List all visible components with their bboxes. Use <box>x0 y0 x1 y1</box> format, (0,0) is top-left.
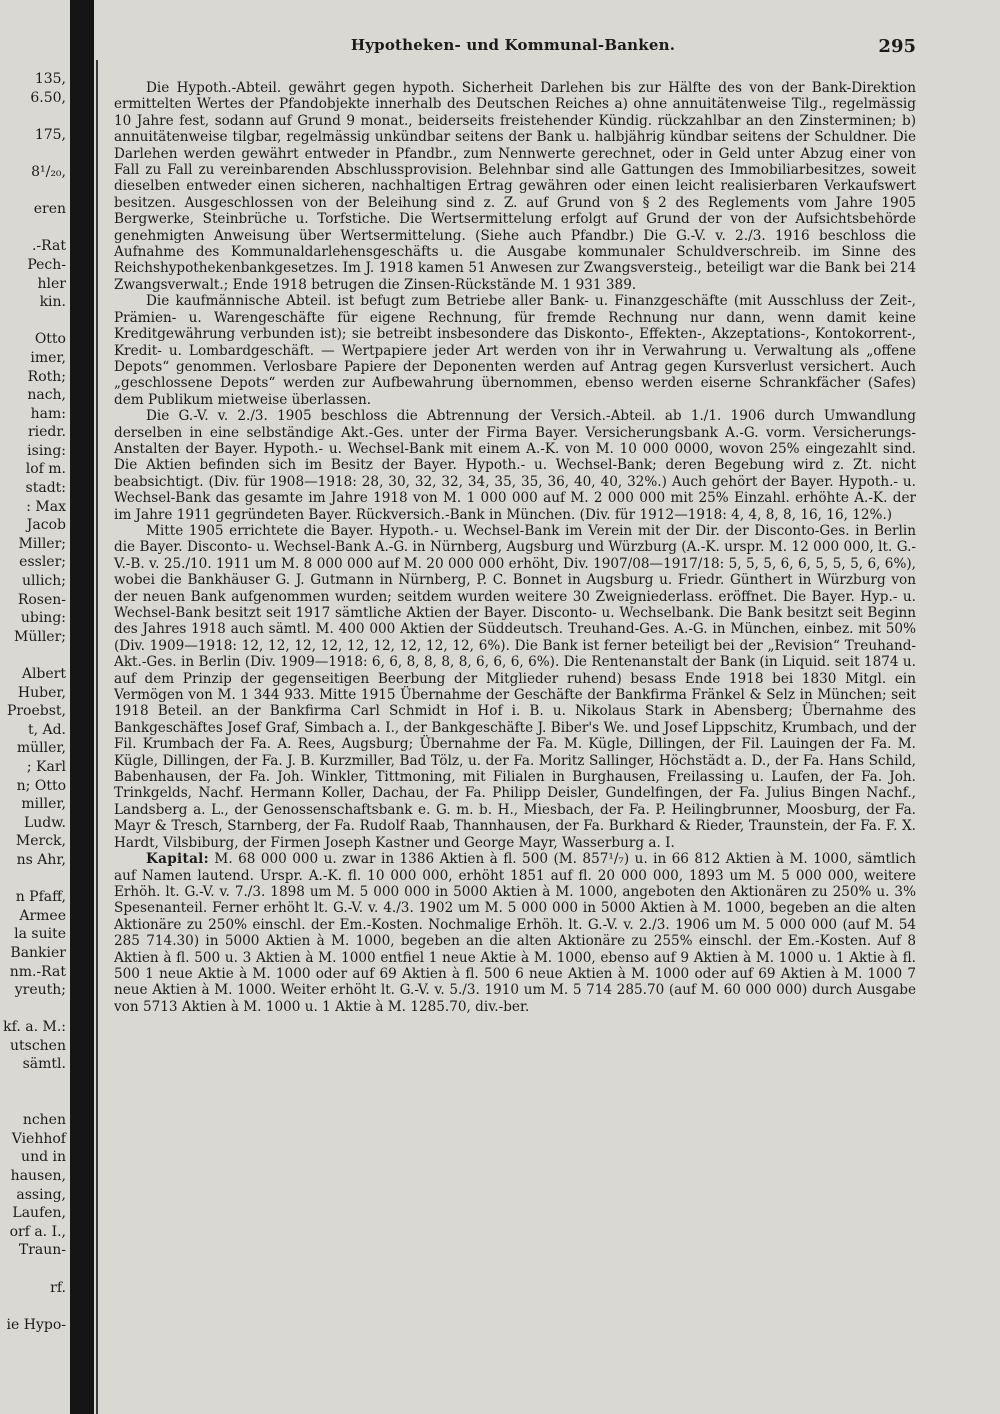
left-column-fragment: kf. a. M.: <box>3 1019 66 1036</box>
left-column-fragment: Viehhof <box>11 1130 66 1147</box>
left-column-fragment: Ludw. <box>23 814 66 831</box>
left-column-fragment: Albert <box>21 666 66 682</box>
left-column-fragment: Armee <box>19 907 66 924</box>
column-rule <box>96 60 98 1414</box>
paragraph-kaufmaennische-abteilung: Die kaufmännische Abteil. ist befugt zum Betriebe aller Bank- u. Finanzgeschäfte (mit Ausschluss der Zeit-, Prämien- u. Warengeschäfte für eigene Rechnung, für fremde Rechnung nur dann, wenn damit keine Kreditgewährung verbunden ist); sie betreibt insbesondere das Diskonto-, Effekten-, Akzeptations-, Kontokorrent-, Kredit- u. Lombardgeschäft. — Wertpapiere jeder Art werden von ihr in Verwahrung u. Verwaltung als „offene Depots“ genommen. Verlosbare Papiere der Deponenten werden auf Antrag gegen Kursverlust versichert. Auch „geschlossene Depots“ werden zur Aufbewahrung übernommen, ebenso werden eiserne Schrankfächer (Safes) dem Publikum mietweise überlassen. <box>114 293 916 408</box>
left-column-fragment <box>0 870 66 889</box>
kapital-text: M. 68 000 000 u. zwar in 1386 Aktien à fl. 500 (M. 857¹/₇) u. in 66 812 Aktien à M. 1000, sämtlich auf Namen lautend. Urspr. A.-K. fl. 10 000 000, erhöht 1851 auf fl. 20 000 000, 1893 um M. 5 000 000, weitere Erhöh. lt. G.-V. v. 7./3. 1898 um M. 5 000 000 in 5000 Aktien à M. 1000, angeboten den Aktionären zu 250% u. 3% Spesenanteil. Ferner erhöht lt. G.-V. v. 4./3. 1902 um M. 5 000 000 in 5000 Aktien à M. 1000, begeben an die alten Aktionäre zu 250% einschl. der Em.-Kosten. Nochmalige Erhöh. lt. G.-V. v. 2./3. 1906 um M. 5 000 000 (auf M. 54 285 714.30) in 5000 Aktien à M. 1000, begeben an die alten Aktionäre zu 255% einschl. der Em.-Kosten. Auf 8 Aktien à fl. 500 u. 3 Aktien à M. 1000 entfiel 1 neue Aktie à M. 1000, ebenso auf 9 Aktien à M. 1000 u. 1 Aktie à fl. 500 1 neue Aktie à M. 1000 oder auf 69 Aktien à fl. 500 6 neue Aktien à M. 1000 oder auf 69 Aktien à M. 1000 7 neue Aktien à M. 1000. Weiter erhöht lt. G.-V. v. 5./3. 1910 um M. 5 714 285.70 (auf M. 60 000 000) durch Ausgabe von 5713 Aktien à M. 1000 u. 1 Aktie à M. 1285.70, div.-ber. <box>114 851 916 1015</box>
left-column-fragment <box>0 1074 66 1093</box>
left-column-fragment: essler; <box>19 554 66 571</box>
left-column-fragment: ; Karl <box>26 758 66 775</box>
left-column-fragment: nm.-Rat <box>9 963 66 980</box>
left-column-fragment: t, Ad. <box>27 721 66 738</box>
left-column-fragment: rf. <box>50 1279 66 1296</box>
left-column-fragment: hausen, <box>10 1168 66 1185</box>
left-column-fragment: Merck, <box>15 833 66 850</box>
left-column-fragment <box>0 219 66 238</box>
left-column-fragment <box>0 1260 66 1279</box>
left-column-fragment: hler <box>37 275 66 292</box>
left-column-fragments <box>0 70 70 1400</box>
left-column-fragment <box>0 182 66 201</box>
left-column-fragment: kin. <box>39 294 66 311</box>
left-column-fragment: Müller; <box>13 628 66 645</box>
left-column-fragment: miller, <box>21 796 66 813</box>
left-column-fragment: utschen <box>10 1037 66 1054</box>
left-column-fragment: Jacob <box>26 517 66 534</box>
left-column-fragment <box>0 312 66 331</box>
left-column-fragment: lof m. <box>25 461 66 478</box>
left-column-fragment: .-Rat <box>31 238 66 255</box>
left-column-fragment: la suite <box>14 926 66 943</box>
left-column-fragment: Rosen- <box>17 591 66 608</box>
left-column-fragment: ham: <box>30 405 66 422</box>
left-column-fragment: nach, <box>27 387 66 404</box>
left-column-fragment: : Max <box>26 498 66 515</box>
left-column-fragment: nchen <box>22 1112 66 1129</box>
left-column-fragment <box>0 107 66 126</box>
main-text-column <box>114 80 916 1400</box>
page-header <box>110 36 916 60</box>
left-column-fragment: imer, <box>30 349 66 366</box>
left-column-fragment: 6.50, <box>30 89 66 106</box>
left-column-fragment: sämtl. <box>22 1056 66 1073</box>
page-number: 295 <box>878 36 916 57</box>
left-column-fragment: Miller; <box>18 535 66 552</box>
left-column-fragment: ns Ahr, <box>16 851 66 868</box>
left-column-fragment: orf a. I., <box>9 1223 66 1240</box>
left-column-fragment: stadt: <box>25 480 66 497</box>
left-column-fragment: und in <box>21 1149 66 1166</box>
left-column-fragment: riedr. <box>27 424 66 441</box>
paragraph-kapital <box>114 851 916 1015</box>
left-column-fragment: Pech- <box>27 256 66 273</box>
left-column-fragment: ising: <box>27 442 66 459</box>
paragraph-versicherungsbank: Die G.-V. v. 2./3. 1905 beschloss die Abtrennung der Versich.-Abteil. ab 1./1. 1906 durch Umwandlung derselben in eine selbständige Akt.-Ges. unter der Firma Bayer. Versicherungsbank A.-G. vorm. Versicherungs-Anstalten der Bayer. Hypoth.- u. Wechsel-Bank mit einem A.-K. von M. 10 000 0000, wovon 25% eingezahlt sind. Die Aktien befinden sich im Besitz der Bayer. Hypoth.- u. Wechsel-Bank; deren Begebung wird z. Zt. nicht beabsichtigt. (Div. für 1908—1918: 28, 30, 32, 32, 34, 35, 35, 36, 40, 40, 32%.) Auch gehört der Bayer. Hypoth.- u. Wechsel-Bank das gesamte im Jahre 1918 von M. 1 000 000 auf M. 2 000 000 mit 25% Einzahl. erhöhte A.-K. der im Jahre 1911 gegründeten Bayer. Rückversich.-Bank in München. (Div. für 1912—1918: 4, 4, 8, 8, 16, 16, 12%.) <box>114 408 916 523</box>
left-column-fragment: Roth; <box>27 368 66 385</box>
left-column-fragment: eren <box>33 201 66 218</box>
paragraph-hypotheken-abteilung: Die Hypoth.-Abteil. gewährt gegen hypoth. Sicherheit Darlehen bis zur Hälfte des von der Bank-Direktion ermittelten Wertes der Pfandobjekte innerhalb des Deutschen Reiches a) ohne annuitätenweise Tilg., regelmässig 10 Jahre fest, sodann auf Grund 9 monat., beiderseits freistehender Kündig. rückzahlbar an den Zinsterminen; b) annuitätenweise tilgbar, regelmässig unkündbar seitens der Bank u. halbjährig kündbar seitens der Schuldner. Die Darlehen werden gewährt entweder in Pfandbr., zum Nennwerte gerechnet, oder in Geld unter Abzug einer von Fall zu Fall zu vereinbarenden Abschlussprovision. Belehnbar sind alle Gattungen des Immobiliarbesitzes, soweit dieselben entweder einen sicheren, nachhaltigen Ertrag gewähren oder einen leicht realisierbaren Verkaufswert besitzen. Ausgeschlossen von der Beleihung sind z. Z. auf Grund von § 2 des Reglements vom Jahre 1905 Bergwerke, Steinbrüche u. Torfstiche. Die Wertsermittelung erfolgt auf Grund der von der Aufsichtsbehörde genehmigten Anweisung über Wertsermittelung. (Siehe auch Pfandbr.) Die G.-V. v. 2./3. 1916 beschloss die Aufnahme des Kommunaldarlehensgeschäfts u. die Ausgabe kommunaler Schuldverschreib. im Sinne des Reichshypothekenbankgesetzes. Im J. 1918 kamen 51 Anwesen zur Zwangsversteig., beteiligt war die Bank bei 214 Zwangsverwalt.; Ende 1918 betrugen die Zinsen-Rückstände M. 1 931 389. <box>114 80 916 293</box>
left-column-fragment <box>0 1093 66 1112</box>
gutter-shadow <box>70 0 94 1414</box>
left-column-fragment: assing, <box>16 1186 66 1203</box>
left-column-fragment: Traun- <box>18 1242 66 1259</box>
left-column-fragment: Proebst, <box>6 703 66 720</box>
left-column-fragment: Laufen, <box>12 1205 66 1222</box>
left-column-fragment: Bankier <box>10 944 66 961</box>
kapital-label: Kapital: <box>146 851 209 868</box>
left-column-fragment: Otto <box>34 331 66 348</box>
left-column-fragment: ie Hypo- <box>6 1316 66 1333</box>
left-column-fragment: 175, <box>34 126 66 143</box>
left-column-fragment: yreuth; <box>14 982 66 999</box>
left-column-fragment <box>0 646 66 665</box>
left-column-fragment: müller, <box>16 740 66 757</box>
left-column-fragment: ullich; <box>21 573 66 590</box>
left-column-fragment <box>0 1000 66 1019</box>
running-title: Hypotheken- und Kommunal-Banken. <box>350 36 676 54</box>
left-column-fragment: n; Otto <box>16 777 66 794</box>
left-column-fragment: Huber, <box>17 684 66 701</box>
left-column-fragment: n Pfaff, <box>15 889 66 906</box>
left-column-fragment: 135, <box>34 71 66 87</box>
paragraph-disconto-bank: Mitte 1905 errichtete die Bayer. Hypoth.- u. Wechsel-Bank im Verein mit der Dir. der Disconto-Ges. in Berlin die Bayer. Disconto- u. Wechsel-Bank A.-G. in Nürnberg, Augsburg und Würzburg (A.-K. urspr. M. 12 000 000, lt. G.-V.-B. v. 25./10. 1911 um M. 8 000 000 auf M. 20 000 000 erhöht, Div. 1907/08—1917/18: 5, 5, 5, 6, 6, 5, 5, 5, 6, 6%), wobei die Bankhäuser G. J. Gutmann in Nürnberg, P. C. Bonnet in Augsburg u. Friedr. Günthert in Würzburg von der neuen Bank aufgenommen wurden; seitdem wurden weitere 30 Zweigniederlass. eröffnet. Die Bayer. Hyp.- u. Wechsel-Bank besitzt seit 1917 sämtliche Aktien der Bayer. Disconto- u. Wechselbank. Die Bank besitzt seit Beginn des Jahres 1918 auch sämtl. M. 400 000 Aktien der Süddeutsch. Treuhand-Ges. A.-G. in München, einbez. mit 50% (Div. 1909—1918: 12, 12, 12, 12, 12, 12, 12, 12, 12, 6%). Die Bank ist ferner beteiligt bei der „Revision“ Treuhand-Akt.-Ges. in Berlin (Div. 1909—1918: 6, 6, 8, 8, 8, 8, 6, 6, 6, 6%). Die Rentenanstalt der Bank (in Liquid. seit 1874 u. auf dem Prinzip der gegenseitigen Beerbung der Mitglieder ruhend) besass Ende 1918 bei 1830 Mitgl. ein Vermögen von M. 1 344 933. Mitte 1915 Übernahme der Geschäfte der Bankfirma Fränkel & Selz in München; seit 1918 Beteil. an der Bankfirma Carl Schmidt in Hof i. B. u. Nikolaus Stark in Abensberg; Übernahme des Bankgeschäftes Josef Graf, Simbach a. I., der Bankgeschäfte J. Biber's We. und Josef Lippschitz, Krumbach, und der Fil. Krumbach der Fa. A. Rees, Augsburg; Übernahme der Fa. M. Kügle, Dillingen, der Fil. Lauingen der Fa. M. Kügle, Dillingen, der Fa. J. B. Kurzmiller, Bad Tölz, u. der Fa. Moritz Sallinger, Höchstädt a. D., der Fa. Hans Schild, Babenhausen, der Fa. Joh. Winkler, Tittmoning, mit Filialen in Burghausen, Freilassing u. Laufen, der Fa. Joh. Trinkgelds, Nachf. Hermann Koller, Dachau, der Fa. Philipp Deisler, Gundelfingen, der Fa. Julius Bingen Nachf., Landsberg a. L., der Genossenschaftsbank e. G. m. b. H., Miesbach, der Fa. P. Heilingbrunner, Moosburg, der Fa. Mayr & Tresch, Starnberg, der Fa. Rudolf Raab, Thannhausen, der Fa. Burkhard & Rieder, Traunstein, der Fa. F. X. Hardt, Vilsbiburg, der Firmen Joseph Kastner und George Mayr, Wasserburg a. I. <box>114 522 916 851</box>
left-column-fragment: ubing: <box>20 610 66 627</box>
left-column-fragment <box>0 1297 66 1316</box>
left-column-fragment: 8¹/₂₀, <box>31 163 66 180</box>
left-column-fragment <box>0 144 66 163</box>
